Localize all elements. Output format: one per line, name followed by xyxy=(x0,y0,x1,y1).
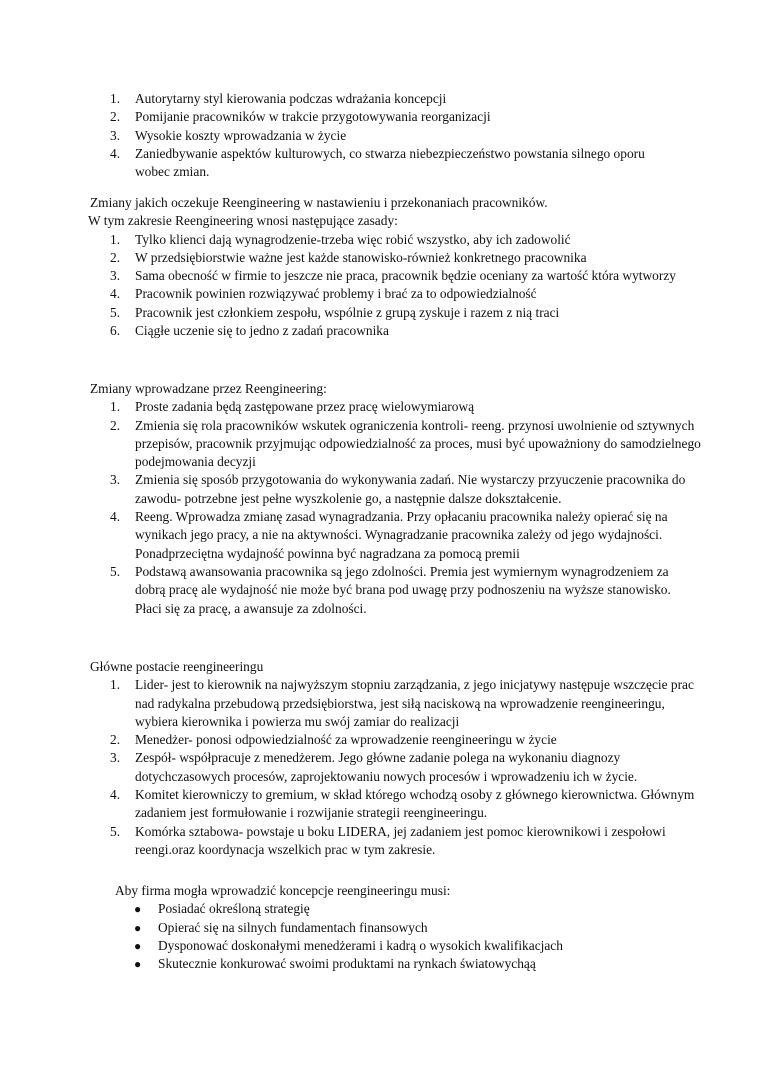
section-intro: Aby firma mogła wprowadzić koncepcje reengineeringu musi: xyxy=(115,883,451,898)
list-item-text: W przedsiębiorstwie ważne jest każde stanowisko-również konkretnego pracownika xyxy=(135,249,587,265)
numbered-list xyxy=(90,90,690,181)
list-item-text: Tylko klienci dają wynagrodzenie-trzeba więc robić wszystko, aby ich zadowolić xyxy=(135,231,571,247)
list-number: 5. xyxy=(110,304,121,320)
list-number: 3. xyxy=(110,127,121,143)
list-item xyxy=(90,398,690,416)
numbered-list xyxy=(90,398,701,618)
list-item-text: Zaniedbywanie aspektów kulturowych, co stwarza niebezpieczeństwo powstania silnego oporu wobec zmian. xyxy=(135,145,645,180)
list-item-text: Komitet kierowniczy to gremium, w skład którego wchodzą osoby z głównego kierownictwa. Głównym zadaniem jest formułowanie i rozwijanie strategii reengineeringu. xyxy=(135,787,695,821)
list-item-text: Zmienia się sposób przygotowania do wykonywania zadań. Nie wystarczy przyuczenie pracownika do zawodu- potrzebne jest pełne wyszkolenie go, a następnie dalsze dokształcenie. xyxy=(135,472,686,506)
list-item-text: Menedżer- ponosi odpowiedzialność za wprowadzenie reengineeringu w życie xyxy=(135,732,557,748)
list-item xyxy=(90,937,690,955)
section-heading: Zmiany jakich oczekuje Reengineering w nastawieniu i przekonaniach pracowników. xyxy=(90,195,548,210)
list-item-text: Lider- jest to kierownik na najwyższym stopniu zarządzania, z jego inicjatywy następuje wszczęcie prac nad radykalna przebudową przedsiębiorstwa, jest siłą naciskową na wprowadzenie reengineeringu, wybiera kierownika i powierza mu swój zamiar do realizacji xyxy=(135,677,694,729)
list-item-text: Zespół- współpracuje z menedżerem. Jego główne zadanie polega na wykonaniu diagnozy dotychczasowych procesów, zaprojektowaniu nowych procesów i wprowadzeniu ich w życie. xyxy=(135,750,638,784)
list-item-text: Skutecznie konkurować swoimi produktami na rynkach światowychąą xyxy=(158,956,536,972)
list-number: 1. xyxy=(110,399,121,415)
list-number: 1. xyxy=(110,91,121,106)
bullet-icon: ● xyxy=(134,920,142,935)
list-number: 4. xyxy=(110,509,121,525)
list-item-text: Dysponować doskonałymi menedżerami i kadrą o wysokich kwalifikacjach xyxy=(158,937,563,953)
list-item-text: Pomijanie pracowników w trakcie przygotowywania reorganizacji xyxy=(135,109,491,125)
list-number: 3. xyxy=(110,268,121,284)
list-item-text: Podstawą awansowania pracownika są jego zdolności. Premia jest wymiernym wynagrodzeniem za dobrą pracę ale wydajność nie może być brana pod uwagę przy podnoszeniu na wyższe stanowisko. Płaci się za pracę, a awansuje za zdolności. xyxy=(135,563,671,616)
list-number: 3. xyxy=(110,472,121,488)
list-item-text: Sama obecność w firmie to jeszcze nie praca, pracownik będzie oceniany za wartość która wytworzy xyxy=(135,268,676,284)
list-item xyxy=(90,823,710,860)
section-expected-changes xyxy=(90,194,690,340)
section-main-roles xyxy=(90,658,695,859)
list-item xyxy=(90,749,715,786)
list-number: 1. xyxy=(110,231,121,247)
list-item xyxy=(90,267,680,285)
list-item-text: Pracownik jest członkiem zespołu, wspólnie z grupą zyskuje i razem z nią traci xyxy=(135,304,560,320)
list-number: 5. xyxy=(110,563,121,579)
list-item xyxy=(90,508,715,563)
section-requirements xyxy=(90,882,690,973)
list-item xyxy=(90,731,690,749)
section-introduced-changes xyxy=(90,380,701,618)
list-item xyxy=(90,900,690,918)
list-item xyxy=(90,786,725,823)
list-item xyxy=(90,285,690,303)
list-item-text: Proste zadania będą zastępowane przez pracę wielowymiarową xyxy=(135,399,475,415)
list-item xyxy=(90,304,690,322)
section-obstacles xyxy=(90,90,690,181)
list-item-text: Posiadać określoną strategię xyxy=(158,901,310,917)
section-heading: Główne postacie reengineeringu xyxy=(90,659,264,674)
list-number: 4. xyxy=(110,787,121,803)
list-number: 2. xyxy=(110,249,121,265)
list-number: 1. xyxy=(110,677,121,693)
list-item xyxy=(90,471,705,508)
list-item xyxy=(90,249,690,267)
section-heading-line2: W tym zakresie Reengineering wnosi następujące zasady: xyxy=(88,213,398,229)
list-number: 2. xyxy=(110,417,121,433)
list-item xyxy=(90,676,695,731)
list-number: 2. xyxy=(110,732,121,748)
list-item-text: Ciągłe uczenie się to jedno z zadań pracownika xyxy=(135,323,389,339)
list-item-text: Autorytarny styl kierowania podczas wdrażania koncepcji xyxy=(135,91,447,106)
list-item-text: Pracownik powinien rozwiązywać problemy i brać za to odpowiedzialność xyxy=(135,286,537,302)
list-number: 4. xyxy=(110,286,121,302)
list-number: 2. xyxy=(110,109,121,125)
list-number: 3. xyxy=(110,750,121,766)
list-item xyxy=(90,955,690,973)
section-heading: Zmiany wprowadzane przez Reengineering: xyxy=(90,381,327,396)
list-item-text: Opierać się na silnych fundamentach finansowych xyxy=(158,919,428,935)
bullet-icon: ● xyxy=(134,957,142,972)
list-item-text: Komórka sztabowa- powstaje u boku LIDERA, jej zadaniem jest pomoc kierownikowi i zespołowi reengi.oraz koordynacja wszelkich prac w tym zakresie. xyxy=(135,823,666,857)
list-item xyxy=(90,90,690,108)
list-item xyxy=(90,108,690,126)
list-item xyxy=(90,145,655,182)
bullet-icon: ● xyxy=(134,902,142,917)
list-item-text: Reeng. Wprowadza zmianę zasad wynagradzania. Przy opłacaniu pracownika należy opierać się na wynikach jego pracy, a nie na aktywności. Wynagradzanie pracownika zależy od jego wydajności. Ponadprzeciętna wydajność powinna być nagradzana za pomocą premii xyxy=(135,509,668,561)
list-item-text: Zmienia się rola pracowników wskutek ograniczenia kontroli- reeng. przynosi uwolnienie od sztywnych przepisów, pracownik przyjmując odpowiedzialność za proces, musi być upoważniony do samodzielnego podejmowania decyzji xyxy=(135,417,701,470)
numbered-list xyxy=(90,231,690,341)
numbered-list xyxy=(90,676,695,859)
list-item xyxy=(90,127,690,145)
list-item xyxy=(90,322,690,340)
bullet-icon: ● xyxy=(134,938,142,953)
list-item xyxy=(90,919,690,937)
list-number: 4. xyxy=(110,145,121,161)
list-item xyxy=(90,417,715,472)
list-item xyxy=(90,563,680,618)
bullet-list xyxy=(90,900,690,973)
list-number: 5. xyxy=(110,823,121,839)
list-item-text: Wysokie koszty wprowadzania w życie xyxy=(135,127,347,143)
list-number: 6. xyxy=(110,323,121,339)
list-item xyxy=(90,231,690,249)
